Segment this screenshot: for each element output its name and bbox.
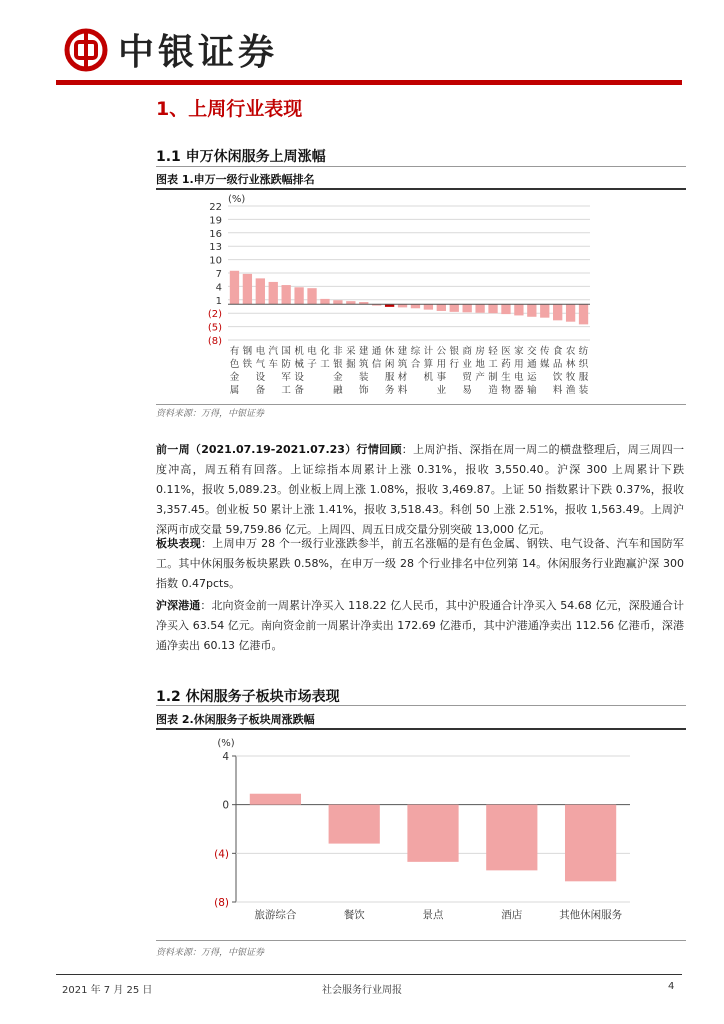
- subsection-heading-1: 1.1 申万休闲服务上周涨幅: [156, 149, 326, 165]
- x-tick-label: 商业贸易: [462, 346, 472, 396]
- y-tick-label: 10: [209, 255, 222, 267]
- x-tick-label: 建筑材料: [397, 346, 408, 396]
- x-tick-label: 电子: [307, 346, 317, 370]
- y-axis-unit: (%): [217, 738, 235, 749]
- paragraph-lead: 板块表现: [156, 537, 202, 550]
- x-tick-label: 家用电器: [514, 346, 524, 396]
- bar: [501, 304, 510, 314]
- x-tick-label: 汽车: [268, 346, 279, 370]
- heading-rule-1: [156, 166, 686, 167]
- y-tick-label: 1: [215, 295, 222, 307]
- y-tick-label: 7: [215, 269, 222, 280]
- bar: [282, 285, 291, 304]
- chart-title-1: 图表 1.申万一级行业涨跌幅排名: [156, 173, 315, 186]
- x-tick-label: 房地产: [475, 346, 485, 383]
- chart-source-1: 资料来源：万得，中银证券: [156, 409, 265, 419]
- y-tick-label: (5): [207, 322, 222, 334]
- bar: [540, 304, 549, 317]
- paragraph-body: ：上周申万 28 个一级行业涨跌参半，前五名涨幅的是有色金属、钢铁、电气设备、汽车和国防军工。其中休闲服务板块累跌 0.58%，在申万一级 28 个行业排名中位列第 14。休闲服务行业跑赢沪深 300 指数 0.47pcts。: [156, 537, 684, 590]
- x-tick-label: 钢铁: [242, 346, 253, 370]
- bar: [527, 304, 536, 317]
- y-tick-label: 4: [215, 282, 222, 294]
- bar: [437, 304, 446, 311]
- x-tick-label: 机械设备: [294, 346, 304, 396]
- y-tick-label: 16: [209, 228, 222, 240]
- subsection-heading-2: 1.2 休闲服务子板块市场表现: [156, 689, 340, 705]
- bar: [565, 805, 616, 882]
- x-tick-label: 旅游综合: [254, 909, 297, 921]
- x-tick-label: 公用事业: [436, 346, 447, 396]
- x-tick-label: 纺织服装: [578, 346, 589, 396]
- bar: [250, 794, 301, 805]
- bar: [463, 304, 472, 312]
- bar: [307, 288, 316, 304]
- x-tick-label: 景点: [422, 909, 444, 921]
- bar: [333, 300, 342, 304]
- brand-name: 中银证券: [118, 31, 279, 73]
- chart-source-2: 资料来源：万得，中银证券: [156, 948, 265, 958]
- footer-report-name: 社会服务行业周报: [322, 985, 402, 996]
- x-tick-label: 有色金属: [229, 346, 240, 396]
- chart-title-2: 图表 2.休闲服务子板块周涨跌幅: [156, 713, 315, 726]
- x-tick-label: 国防军工: [281, 346, 291, 396]
- bar: [320, 299, 329, 304]
- y-tick-label: (2): [207, 309, 222, 321]
- bar: [553, 304, 562, 320]
- bar: [424, 304, 433, 309]
- x-tick-label: 通信: [371, 346, 382, 370]
- x-tick-label: 电气设备: [255, 346, 266, 396]
- x-tick-label: 计算机: [423, 346, 434, 383]
- y-tick-label: (4): [214, 848, 229, 861]
- source-rule-1: [156, 404, 686, 405]
- sub-sector-chart: [156, 730, 686, 930]
- y-tick-label: (8): [214, 897, 229, 909]
- footer-date: 2021 年 7 月 25 日: [62, 985, 153, 996]
- x-tick-label: 农林牧渔: [565, 346, 576, 396]
- bar: [486, 805, 537, 871]
- source-rule-2: [156, 940, 686, 941]
- paragraph-body: ：北向资金前一周累计净买入 118.22 亿人民币，其中沪股通合计净买入 54.68 亿元，深股通合计净买入 63.54 亿元。南向资金前一周累计净卖出 172.69 亿港币，其中沪港通净卖出 112.56 亿港币，深港通净卖出 60.13 亿港币。: [156, 599, 684, 652]
- bar: [256, 278, 265, 304]
- bar: [488, 304, 497, 313]
- x-tick-label: 休闲服务: [384, 346, 395, 396]
- x-tick-label: 传媒: [539, 346, 550, 370]
- bar: [269, 282, 278, 304]
- x-tick-label: 轻工制造: [488, 346, 498, 396]
- y-axis-unit: (%): [228, 194, 246, 205]
- section-title: 1、上周行业表现: [156, 98, 303, 120]
- x-tick-label: 非银金融: [333, 346, 343, 396]
- paragraph-sector-performance: [156, 534, 684, 594]
- paragraph-market-review: [156, 440, 684, 540]
- y-tick-label: 0: [222, 799, 229, 812]
- paragraph-lead: 沪深港通: [156, 599, 201, 612]
- bar: [294, 287, 303, 304]
- x-tick-label: 食品饮料: [552, 346, 563, 396]
- industry-ranking-chart: [156, 190, 686, 402]
- y-tick-label: 13: [209, 242, 222, 254]
- y-tick-label: 22: [209, 202, 222, 213]
- x-tick-label: 酒店: [501, 909, 523, 921]
- bar: [407, 805, 458, 862]
- x-tick-label: 其他休闲服务: [559, 909, 623, 921]
- bar: [329, 805, 380, 844]
- x-tick-label: 交通运输: [527, 346, 537, 396]
- bar: [475, 304, 484, 312]
- bar: [566, 304, 575, 321]
- paragraph-stock-connect: [156, 596, 684, 656]
- bar: [450, 304, 459, 312]
- x-tick-label: 医药生物: [501, 346, 511, 396]
- bar: [514, 304, 523, 315]
- header-red-bar: [56, 80, 682, 85]
- footer-rule: [56, 974, 682, 975]
- x-tick-label: 银行: [449, 346, 460, 370]
- x-tick-label: 采掘: [346, 346, 356, 370]
- bar: [243, 274, 252, 304]
- x-tick-label: 餐饮: [343, 909, 365, 921]
- x-tick-label: 建筑装饰: [358, 346, 369, 396]
- bar: [411, 304, 420, 308]
- bank-of-china-logo: [64, 28, 108, 72]
- y-tick-label: 4: [222, 751, 229, 763]
- paragraph-lead: 前一周（2021.07.19-2021.07.23）行情回顾: [156, 443, 402, 456]
- x-tick-label: 综合: [410, 346, 421, 370]
- y-tick-label: 19: [209, 215, 222, 227]
- paragraph-body: ：上周沪指、深指在周一周二的横盘整理后，周三周四一度冲高，周五稍有回落。上证综指本周累计上涨 0.31%，报收 3,550.40。沪深 300 上周累计下跌 0.11%，报收 5,089.23。创业板上周上涨 1.08%，报收 3,469.87。上证 50 指数累计下跌 0.37%，报收 3,357.45。创业板 50 累计上涨 1.41%，报收 3,518.43。科创 50 上涨 2.51%，报收 1,563.49。上周沪深两市成交量 59,759.86 亿元。上周四、周五日成交量分别突破 13,000 亿元。: [156, 443, 684, 536]
- x-tick-label: 化工: [320, 346, 330, 370]
- y-tick-label: (8): [207, 336, 222, 347]
- heading-rule-2: [156, 705, 686, 706]
- bar: [579, 304, 588, 324]
- bar: [230, 271, 239, 305]
- page-number: 4: [668, 981, 675, 992]
